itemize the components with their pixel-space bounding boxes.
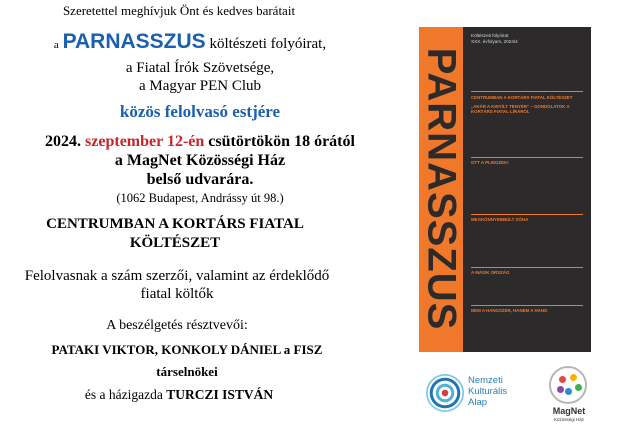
- magnet-subtitle: Közösségi Ház: [553, 417, 584, 422]
- event-title-line-2: KÖLTÉSZET: [129, 235, 221, 251]
- cover-section: [471, 308, 583, 313]
- nka-text: [468, 375, 507, 408]
- participants-label: A beszélgetés résztvevői:: [106, 318, 248, 333]
- organizer-line: [25, 30, 355, 54]
- cover-section-title: OTT A PLINGZEK!: [471, 160, 509, 165]
- organizer-line-2: a Fiatal Írók Szövetsége,: [125, 60, 275, 76]
- date-rest: csütörtökön 18 órától: [208, 133, 355, 150]
- magnet-name: MagNet: [552, 406, 586, 416]
- magnet-emblem-icon: [549, 366, 587, 404]
- cover-section: [471, 217, 583, 222]
- participants-names: PATAKI VIKTOR, KONKOLY DÁNIEL a FISZ: [51, 342, 323, 357]
- event-title-line-1: CENTRUMBAN A KORTÁRS FIATAL: [46, 216, 304, 232]
- description-line-1: Felolvasnak a szám szerzői, valamint az érdeklődő: [24, 268, 330, 284]
- nka-line-1: Nemzeti: [468, 375, 503, 386]
- address: (1062 Budapest, Andrássy út 98.): [116, 191, 284, 205]
- nka-emblem-icon: [426, 374, 464, 412]
- cover-header-line-1: Költészeti folyóirat: [471, 33, 509, 38]
- cover-section: [471, 160, 583, 165]
- magnet-logo: [546, 366, 592, 428]
- magazine-cover: [419, 27, 591, 352]
- date-highlight: szeptember 12-én: [85, 133, 205, 150]
- cover-section: [471, 270, 583, 275]
- venue: a MagNet Közösségi Ház: [114, 152, 286, 169]
- date-year: 2024.: [45, 133, 82, 150]
- host-prefix: és a házigazda: [84, 387, 163, 402]
- cover-divider: [471, 157, 583, 158]
- cover-section-title: MEGKÖNNYEBBÜLT SÓHA: [471, 217, 529, 222]
- nka-line-3: Alap: [468, 397, 488, 408]
- cover-title: PARNASSZUS: [419, 47, 464, 331]
- cover-divider: [471, 267, 583, 268]
- organizer-suffix: költészeti folyóirat,: [209, 36, 327, 52]
- cover-divider: [471, 305, 583, 306]
- description-line-2: fiatal költők: [140, 286, 214, 302]
- cover-header: [471, 33, 583, 44]
- host-name: TURCZI ISTVÁN: [166, 387, 274, 402]
- cover-section-subtitle: „AKÁR A KINYÍLT TENYÉR” – GONDOLATOK A KORTÁRS FIATAL LÍRÁRÓL: [471, 104, 570, 115]
- cover-header-line-2: XXX. évfolyam, 2024/4: [471, 38, 518, 44]
- event-date: [35, 133, 365, 151]
- nka-line-2: Kulturális: [468, 386, 508, 397]
- intro-line: Szeretettel meghívjuk Önt és kedves barátait: [62, 3, 296, 18]
- magazine-name: PARNASSZUS: [62, 30, 206, 53]
- cover-divider: [471, 214, 583, 215]
- venue-part: belső udvarára.: [146, 171, 254, 188]
- cover-section: [471, 95, 583, 115]
- participants-role: társelnökei: [156, 364, 218, 379]
- event-type: közös felolvasó estjére: [119, 102, 281, 121]
- organizer-line-3: a Magyar PEN Club: [138, 78, 262, 94]
- cover-section-title: A MÁSIK ORSZÁG: [471, 270, 510, 275]
- cover-section-title: CENTRUMBAN A KORTÁRS FIATAL KÖLTÉSZET: [471, 95, 573, 100]
- organizer-prefix: a: [53, 39, 59, 51]
- nka-logo: [424, 368, 524, 418]
- cover-divider: [471, 91, 583, 92]
- cover-section-title: NEM A HANGSZER, HANEM A HANG: [471, 308, 548, 313]
- host-line: [14, 387, 344, 403]
